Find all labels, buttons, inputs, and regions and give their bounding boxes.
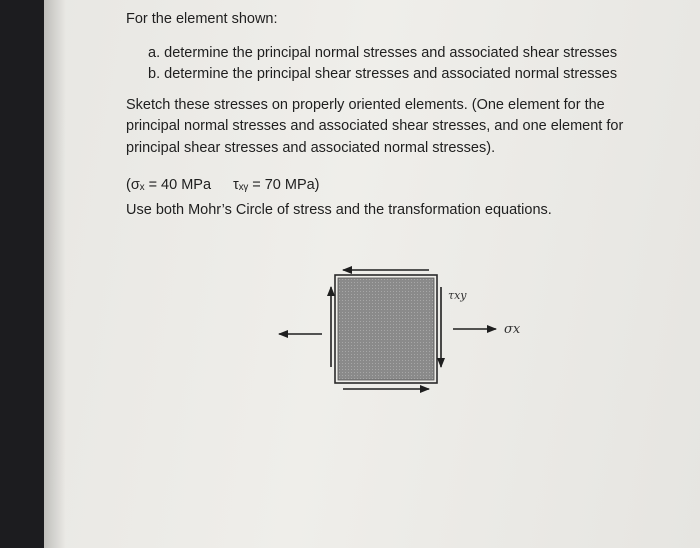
given-sigma: (σₓ = 40 MPa <box>126 177 212 193</box>
task-a-text: determine the principal normal stresses and associated shear stresses <box>164 45 618 61</box>
element-square <box>338 278 434 380</box>
task-b-marker: b. <box>148 66 161 82</box>
given-tau: τₓᵧ = 70 MPa) <box>233 177 320 193</box>
sketch-instruction-line-2: principal normal stresses and associated shear stresses, and one element for <box>126 118 624 134</box>
sigma-x-label: σx <box>504 322 521 337</box>
method-instruction: Use both Mohr’s Circle of stress and the transformation equations. <box>126 202 552 218</box>
tau-xy-label: τxy <box>448 289 467 302</box>
task-a-marker: a. <box>148 45 161 61</box>
sketch-instruction-line-3: principal shear stresses and associated normal stresses). <box>126 140 496 156</box>
task-b-text: determine the principal shear stresses and associated normal stresses <box>164 66 618 82</box>
sketch-instruction-line-1: Sketch these stresses on properly oriented elements. (One element for the <box>126 97 605 113</box>
problem-title: For the element shown: <box>126 11 278 27</box>
